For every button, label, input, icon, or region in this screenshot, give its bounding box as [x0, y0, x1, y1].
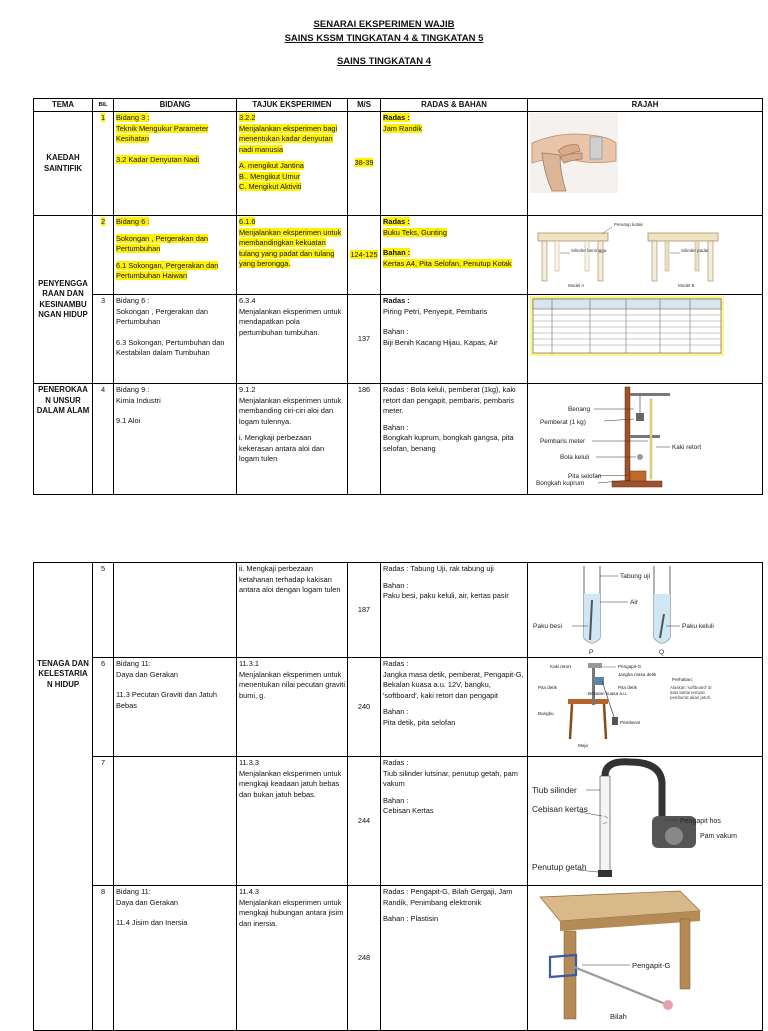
- rajah-cell: [528, 757, 763, 886]
- img-label: Silinder berongga: [571, 248, 607, 253]
- table-row: [34, 886, 763, 1031]
- ms-cell: 186: [348, 384, 381, 495]
- img-label: Meja: [578, 743, 588, 748]
- bil-cell: 4: [93, 384, 114, 495]
- vacuum-tube-image: [530, 758, 737, 882]
- table-row: [34, 295, 763, 384]
- img-note: Alaskan 'softboard' di atas lantai tempat pemberat akan jatuh.: [670, 685, 712, 700]
- doc-title: SENARAI EKSPERIMEN WAJIB: [313, 19, 455, 30]
- img-label: Paku keluli: [682, 623, 714, 630]
- col-rajah: RAJAH: [528, 99, 763, 112]
- img-label: Pita selofan: [568, 473, 602, 480]
- table-row: [34, 112, 763, 216]
- bidang-cell: Bidang 9 : Kimia Industri 9.1 Aloi: [114, 384, 237, 495]
- img-label: Penutup kotak: [614, 222, 643, 227]
- rajah-cell: [528, 384, 763, 495]
- ms-cell: 137: [348, 295, 381, 384]
- radas-cell: Radas : Bola keluli, pemberat (1kg), kaki retort dan pengapit, pembaris, pembaris meter. Bahan : Bongkah kuprum, bongkah gangsa, pita selofan, benang: [381, 384, 528, 495]
- table-row: [34, 757, 763, 886]
- doc-subtitle: SAINS KSSM TINGKATAN 4 & TINGKATAN 5: [284, 33, 484, 44]
- bidang-cell: [114, 563, 237, 658]
- tajuk-cell: 11.3.3 Menjalankan eksperimen untuk mengkaji keadaan jatuh bebas dan bukan jatuh bebas.: [237, 757, 348, 886]
- col-bidang: BIDANG: [114, 99, 237, 112]
- tajuk-cell: 3.2.2 Menjalankan eksperimen bagi menentukan kadar denyutan nadi manusia A. mengikut Jantina B.. Mengikut Umur C. Mengikut Aktiviti: [237, 112, 348, 216]
- bidang-cell: [114, 757, 237, 886]
- bidang-cell: Bidang 3 : Teknik Mengukur Parameter Kesihatan 3.2 Kadar Denyutan Nadi: [114, 112, 237, 216]
- img-label: Air: [630, 599, 639, 606]
- img-label: Kaki retort: [672, 444, 702, 451]
- radas-cell: Radas : Tiub silinder lutsinar, penutup getah, pam vakum Bahan : Cebisan Kertas: [381, 757, 528, 886]
- rajah-cell: [528, 216, 763, 295]
- img-label: Model A: [568, 283, 585, 288]
- table-header-row: [34, 99, 763, 112]
- section-title: SAINS TINGKATAN 4: [336, 56, 432, 67]
- rajah-cell: [528, 886, 763, 1031]
- tajuk-cell: 11.3.1 Menjalankan eksperimen untuk menentukan nilai pecutan graviti bumi, g.: [237, 658, 348, 757]
- table-row: [34, 216, 763, 295]
- alloy-hardness-image: [530, 385, 720, 489]
- table-row: [34, 658, 763, 757]
- bil-cell: 5: [93, 563, 114, 658]
- img-label: Pengapit hos: [680, 818, 721, 825]
- tajuk-cell: ii. Mengkaji perbezaan ketahanan terhadap kakisan antara aloi dengan logam tulen: [237, 563, 348, 658]
- table-row: [34, 384, 763, 495]
- img-label: Bekalan kuasa a.u.: [588, 691, 628, 696]
- rajah-cell: [528, 563, 763, 658]
- col-radas: RADAS & BAHAN: [381, 99, 528, 112]
- img-label: Bangku: [538, 711, 554, 716]
- theme-cell: PENEROKAA N UNSUR DALAM ALAM: [34, 384, 93, 495]
- img-label: Perhatian:: [672, 677, 693, 682]
- test-tube-image: [530, 564, 724, 654]
- img-label: Pemberat (1 kg): [540, 419, 586, 426]
- img-label: Pita detik: [538, 685, 557, 690]
- img-label: Cebisan kertas: [532, 804, 588, 814]
- img-label: P: [589, 649, 594, 656]
- radas-cell: Radas : Tabung Uji, rak tabung uji Bahan : Paku besi, paku keluli, air, kertas pasir: [381, 563, 528, 658]
- ms-cell: 38-39: [348, 112, 381, 216]
- ms-cell: 187: [348, 563, 381, 658]
- bil-cell: 8: [93, 886, 114, 1031]
- rajah-cell: [528, 658, 763, 757]
- inertia-blade-image: [530, 887, 730, 1021]
- img-label: Bola keluli: [560, 454, 590, 461]
- img-label: Bilah: [610, 1012, 627, 1021]
- bil-cell: 7: [93, 757, 114, 886]
- col-bil: BIL: [93, 99, 114, 112]
- theme-cell: KAEDAH SAINTIFIK: [34, 112, 93, 216]
- img-label: Q: [659, 649, 665, 656]
- img-label: Paku besi: [533, 623, 562, 630]
- img-label: Kaki retort: [550, 664, 571, 669]
- bidang-cell: Bidang 6 : Sokongan , Pergerakan dan Pertumbuhan 6.3 Sokongan, Pertumbuhan dan Kestabilan dalam Tumbuhan: [114, 295, 237, 384]
- tajuk-cell: 11.4.3 Menjalankan eksperimen untuk mengkaji hubungan antara jisim dan inersia.: [237, 886, 348, 1031]
- rajah-cell: [528, 295, 763, 384]
- img-label: Pita detik: [618, 685, 637, 690]
- col-tema: TEMA: [34, 99, 93, 112]
- experiment-table-1: [33, 98, 763, 495]
- growth-table-image: [530, 296, 724, 356]
- radas-cell: Radas : Piring Petri, Penyepit, Pembaris Bahan : Biji Benih Kacang Hijau, Kapas, Air: [381, 295, 528, 384]
- pulse-hand-image: [530, 113, 618, 193]
- theme-cell: [34, 563, 93, 658]
- img-label: Pengapit-G: [618, 664, 642, 669]
- img-label: Pembaris meter: [540, 438, 586, 445]
- col-ms: M/S: [348, 99, 381, 112]
- ms-cell: 240: [348, 658, 381, 757]
- ms-cell: 124-125: [348, 216, 381, 295]
- radas-cell: Radas : Pengapit-G, Bilah Gergaji, Jam Randik, Penimbang elektronik Bahan : Plastisin: [381, 886, 528, 1031]
- bil-cell: 1: [93, 112, 114, 216]
- theme-cell: TENAGA DAN KELESTARIA N HIDUP: [34, 658, 93, 1031]
- ms-cell: 248: [348, 886, 381, 1031]
- img-label: Pam vakum: [700, 833, 737, 840]
- radas-cell: Radas : Jam Randik: [381, 112, 528, 216]
- rajah-cell: [528, 112, 763, 216]
- tajuk-cell: 9.1.2 Menjalankan eksperimen untuk membanding ciri-ciri aloi dan logam tulennya. i. Mengkaji perbezaan kekerasan antara aloi dan logam tulen: [237, 384, 348, 495]
- img-label: Benang: [568, 406, 591, 413]
- bil-cell: 2: [93, 216, 114, 295]
- theme-cell: PENYENGGA RAAN DAN KESINAMBU NGAN HIDUP: [34, 216, 93, 384]
- img-label: Tabung uji: [620, 573, 651, 580]
- tajuk-cell: 6.3.4 Menjalankan eksperimen untuk mendapatkan pola pertumbuhan tumbuhan.: [237, 295, 348, 384]
- img-label: Penutup getah: [532, 862, 587, 872]
- tajuk-cell: 6.1.6 Menjalankan eksperimen untuk membandingkan kekuatan tulang yang padat dan tulang yang berongga.: [237, 216, 348, 295]
- bidang-cell: Bidang 11: Daya dan Gerakan 11.4 Jisim dan Inersia: [114, 886, 237, 1031]
- radas-cell: Radas : Jangka masa detik, pemberat, Pengapit-G, Bekalan kuasa a.u. 12V, bangku, 'softboard', kaki retort dan pengapit Bahan : Pita detik, pita selofan: [381, 658, 528, 757]
- col-tajuk: TAJUK EKSPERIMEN: [237, 99, 348, 112]
- img-label: Bongkah kuprum: [536, 480, 585, 487]
- img-label: Pemberat: [620, 720, 640, 725]
- bil-cell: 3: [93, 295, 114, 384]
- img-label: Jangka masa detik: [618, 672, 657, 677]
- img-label: Tiub silinder: [532, 785, 577, 795]
- experiment-table-2: [33, 562, 763, 1031]
- bidang-cell: Bidang 11: Daya dan Gerakan 11.3 Pecutan Graviti dan Jatuh Bebas: [114, 658, 237, 757]
- img-label: Model B: [678, 283, 695, 288]
- img-label: Silinder padat: [681, 248, 709, 253]
- img-label: Pengapit-G: [632, 961, 671, 970]
- bil-cell: 6: [93, 658, 114, 757]
- radas-cell: Radas : Buku Teks, Gunting Bahan : Kertas A4, Pita Selofan, Penutup Kotak: [381, 216, 528, 295]
- free-fall-ticker-image: [530, 659, 724, 749]
- bone-model-image: [530, 217, 720, 289]
- table-row: [34, 563, 763, 658]
- bidang-cell: Bidang 6 : Sokongan , Pergerakan dan Pertumbuhan 6.1 Sokongan, Pergerakan dan Pertumbuhan Haiwan: [114, 216, 237, 295]
- ms-cell: 244: [348, 757, 381, 886]
